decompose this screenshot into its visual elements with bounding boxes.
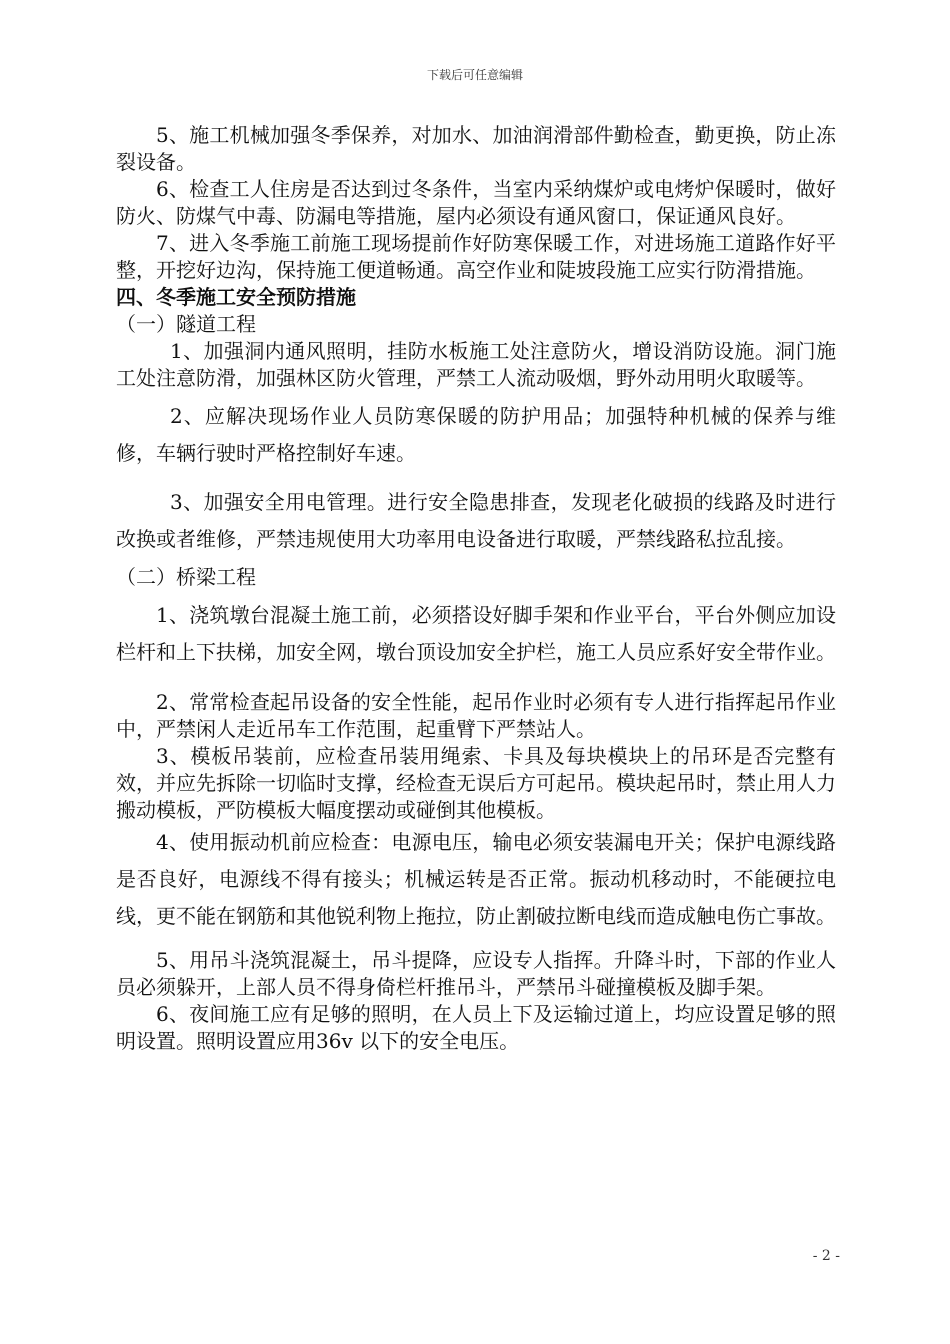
bridge-item-5: 5、用吊斗浇筑混凝土，吊斗提降，应设专人指挥。升降斗时，下部的作业人员必须躲开，上部人员不得身倚栏杆推吊斗，严禁吊斗碰撞模板及脚手架。: [116, 948, 836, 999]
subsection-heading-bridge: （二）桥梁工程: [116, 565, 256, 589]
bridge-item-1: 1、浇筑墩台混凝土施工前，必须搭设好脚手架和作业平台，平台外侧应加设栏杆和上下扶梯，加安全网，墩台顶设加安全护栏，施工人员应系好安全带作业。: [116, 603, 836, 664]
bridge-item-3: 3、模板吊装前，应检查吊装用绳索、卡具及每块模块上的吊环是否完整有效，并应先拆除一切临时支撑，经检查无误后方可起吊。模块起吊时，禁止用人力搬动模板，严防模板大幅度摆动或碰倒其他模板。: [116, 744, 836, 822]
tunnel-item-1: 1、加强洞内通风照明，挂防水板施工处注意防火，增设消防设施。洞门施工处注意防滑，加强林区防火管理，严禁工人流动吸烟，野外动用明火取暖等。: [116, 339, 836, 390]
page-number: - 2 -: [812, 1248, 840, 1264]
bridge-item-6: 6、夜间施工应有足够的照明，在人员上下及运输过道上，均应设置足够的照明设置。照明设置应用36v 以下的安全电压。: [116, 1002, 836, 1053]
paragraph-item-7: 7、进入冬季施工前施工现场提前作好防寒保暖工作，对进场施工道路作好平整，开挖好边沟，保持施工便道畅通。高空作业和陡坡段施工应实行防滑措施。: [116, 231, 836, 282]
bridge-item-2: 2、常常检查起吊设备的安全性能，起吊作业时必须有专人进行指挥起吊作业中，严禁闲人走近吊车工作范围，起重臂下严禁站人。: [116, 690, 836, 741]
paragraph-item-5: 5、施工机械加强冬季保养，对加水、加油润滑部件勤检查，勤更换，防止冻裂设备。: [116, 123, 836, 174]
page-header: 下载后可任意编辑: [426, 68, 523, 82]
tunnel-item-2: 2、应解决现场作业人员防寒保暖的防护用品；加强特种机械的保养与维修，车辆行驶时严格控制好车速。: [116, 404, 836, 465]
section-heading: 四、冬季施工安全预防措施: [116, 285, 356, 309]
tunnel-item-3: 3、加强安全用电管理。进行安全隐患排查，发现老化破损的线路及时进行改换或者维修，严禁违规使用大功率用电设备进行取暖，严禁线路私拉乱接。: [116, 490, 836, 551]
paragraph-item-6: 6、检查工人住房是否达到过冬条件，当室内采纳煤炉或电烤炉保暖时，做好防火、防煤气中毒、防漏电等措施，屋内必须设有通风窗口，保证通风良好。: [116, 177, 836, 228]
bridge-item-4: 4、使用振动机前应检查：电源电压，输电必须安装漏电开关；保护电源线路是否良好，电源线不得有接头；机械运转是否正常。振动机移动时，不能硬拉电线，更不能在钢筋和其他锐利物上拖拉，防止割破拉断电线而造成触电伤亡事故。: [116, 830, 836, 928]
document-body: [116, 122, 836, 1055]
subsection-heading-tunnel: （一）隧道工程: [116, 312, 256, 336]
